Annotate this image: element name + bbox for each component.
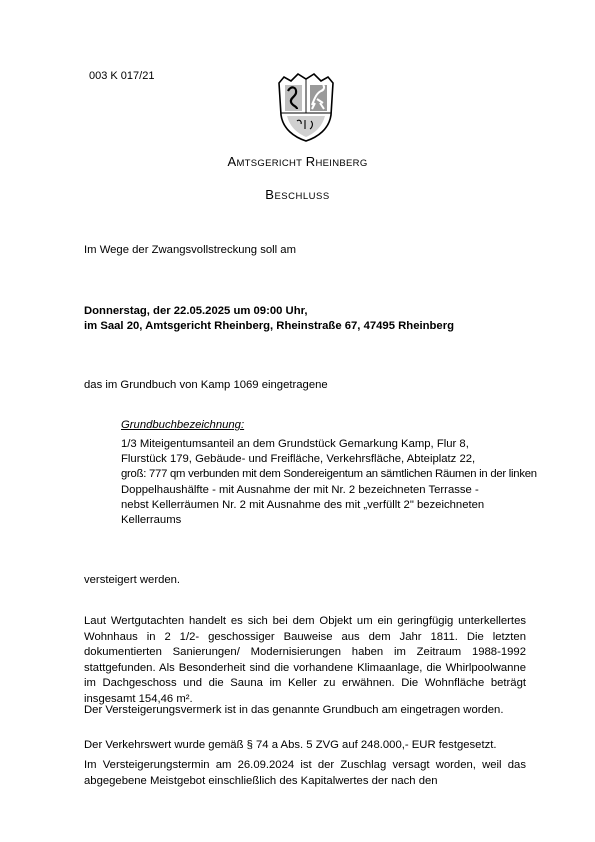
register-note-paragraph: Der Versteigerungsvermerk ist in das genannte Grundbuch am eingetragen worden. bbox=[84, 704, 504, 716]
land-register-line: nebst Kellerräumen Nr. 2 mit Ausnahme des mit „verfüllt 2" bezeichneten bbox=[121, 499, 485, 511]
previous-auction-paragraph: Im Versteigerungstermin am 26.09.2024 ist der Zuschlag versagt worden, weil das abgegebene Meistgebot einschließlich des Kapitalwertes der nach den bbox=[84, 759, 526, 787]
appointment-location: im Saal 20, Amtsgericht Rheinberg, Rheinstraße 67, 47495 Rheinberg bbox=[84, 320, 454, 332]
land-register-line: groß: 777 qm verbunden mit dem Sondereigentum an sämtlichen Räumen in der linken bbox=[121, 468, 537, 480]
case-number: 003 K 017/21 bbox=[89, 70, 155, 82]
land-register-line: Flurstück 179, Gebäude- und Freifläche, Verkehrsfläche, Abteiplatz 22, bbox=[121, 453, 476, 465]
land-register-line: 1/3 Miteigentumsanteil an dem Grundstück Gemarkung Kamp, Flur 8, bbox=[121, 438, 469, 450]
appointment-date: Donnerstag, der 22.05.2025 um 09:00 Uhr, bbox=[84, 305, 308, 317]
court-name: AMTSGERICHT RHEINBERG bbox=[227, 154, 368, 169]
valuation-paragraph: Laut Wertgutachten handelt es sich bei dem Objekt um ein geringfügig unterkellertes Wohnhaus in 2 1/2- geschossiger Bauweise aus dem Jahr 1811. Die letzten dokumentierten Sanierungen/ Modernisierungen haben im Zeitraum 1988-1992 stattgefunden. Als Besonderheit sind die vorhandene Klimaanlage, die Whirlpoolwanne im Dachgeschoss und die Sauna im Keller zu erwähnen. Die Wohnfläche beträgt insgesamt 154,46 m². bbox=[84, 615, 526, 705]
intro-text: Im Wege der Zwangsvollstreckung soll am bbox=[84, 244, 297, 256]
land-register-line: Doppelhaushälfte - mit Ausnahme der mit Nr. 2 bezeichneten Terrasse - bbox=[121, 484, 479, 496]
auction-statement: versteigert werden. bbox=[84, 574, 181, 586]
market-value-paragraph: Der Verkehrswert wurde gemäß § 74 a Abs. 5 ZVG auf 248.000,- EUR festgesetzt. bbox=[84, 739, 497, 751]
land-register-line: Kellerraums bbox=[121, 514, 182, 526]
land-register-heading: Grundbuchbezeichnung: bbox=[121, 419, 245, 431]
document-title: BESCHLUSS bbox=[265, 187, 330, 202]
nrw-coat-of-arms-icon bbox=[275, 69, 337, 143]
registry-line: das im Grundbuch von Kamp 1069 eingetragene bbox=[84, 379, 328, 391]
